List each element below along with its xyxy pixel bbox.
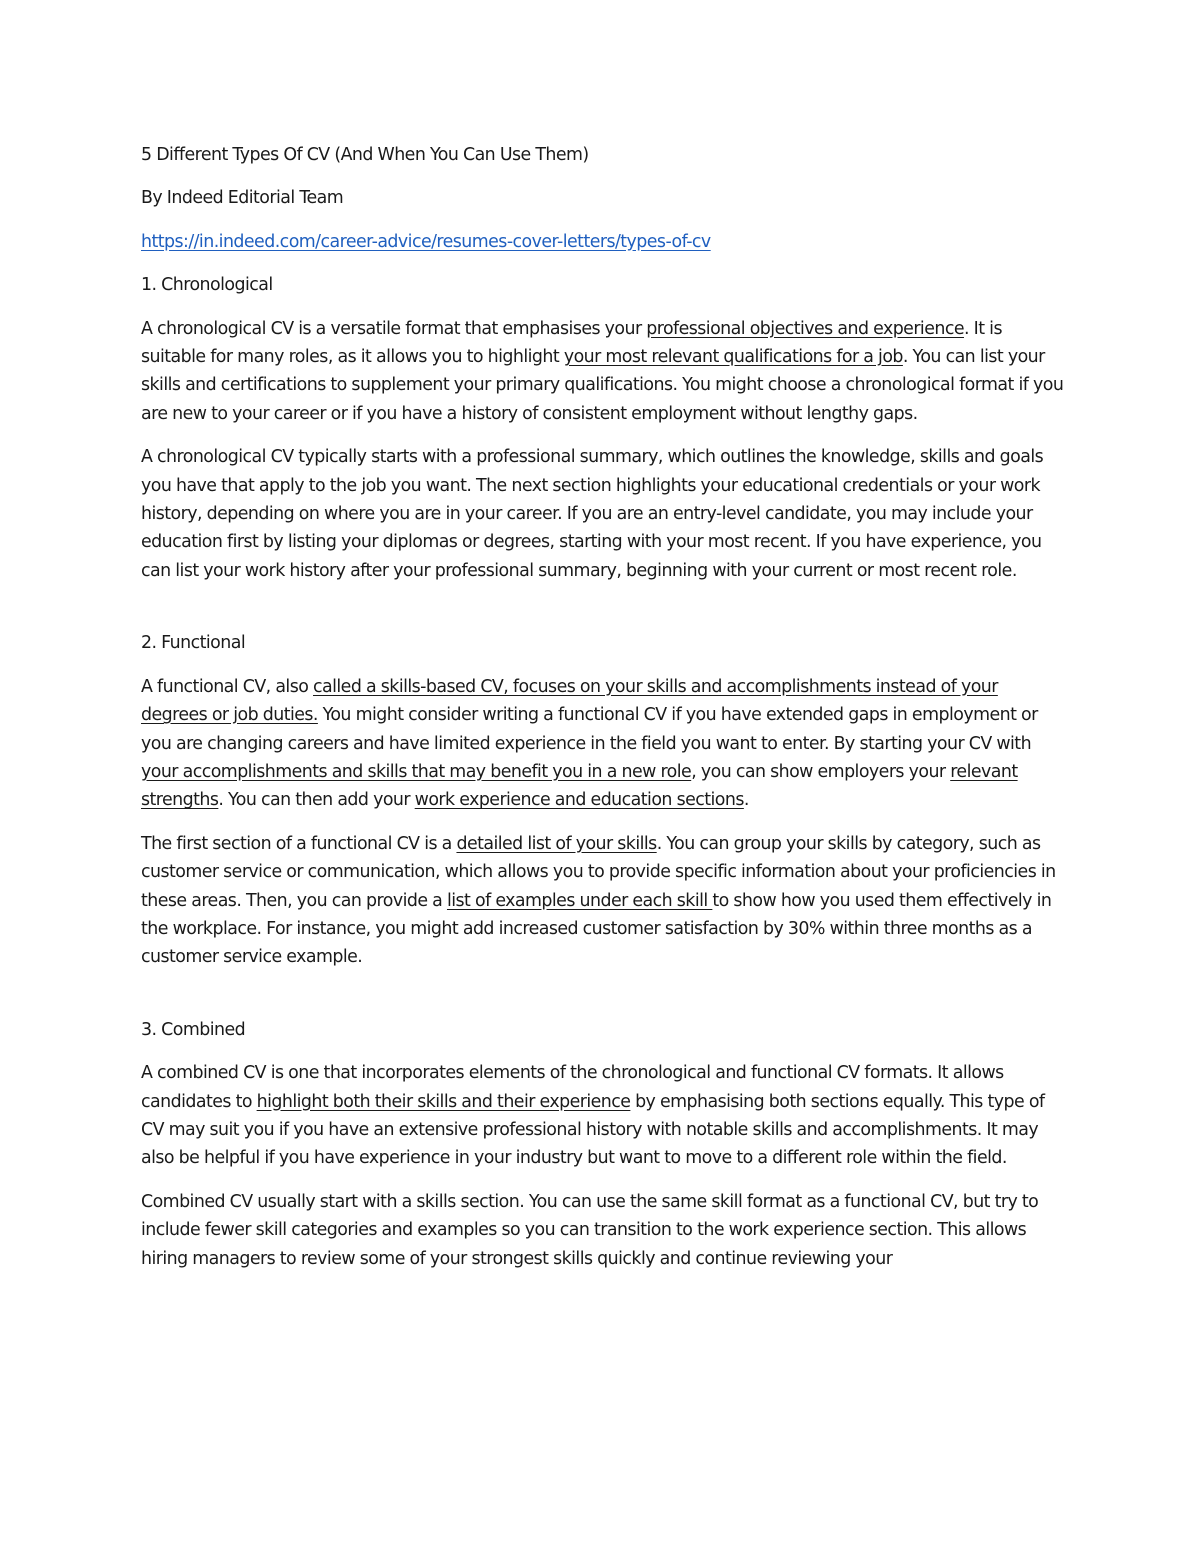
section-spacer — [141, 600, 1066, 629]
document-byline: By Indeed Editorial Team — [141, 188, 344, 209]
document-title: 5 Different Types Of CV (And When You Can Use Them) — [141, 145, 589, 165]
section-heading-combined: 3. Combined — [141, 1019, 246, 1040]
text-run: . You can list your skills and certifications to supplement your primary qualifications. You might choose a chronological format if you are new to your career or if you have a history of consistent employment without lengthy gaps. — [141, 347, 1064, 424]
source-link[interactable]: https://in.indeed.com/career-advice/resumes-cover-letters/types-of-cv — [141, 231, 711, 252]
underlined-phrase: detailed list of your skills — [456, 833, 657, 854]
underlined-phrase: your accomplishments and skills that may benefit you in a new role — [141, 761, 692, 782]
text-run: You might consider writing a functional CV if you have extended gaps in employment or you are changing careers and have limited experience in the field you want to enter. By starting your CV with — [141, 705, 1038, 754]
text-run: A combined CV is one that incorporates elements of the chronological and functional CV formats. It allows candidates to — [141, 1063, 1004, 1112]
text-run: , you can show employers your — [691, 761, 951, 782]
text-run: A chronological CV is a versatile format that emphasises your — [141, 318, 647, 339]
chronological-paragraph-2: A chronological CV typically starts with a professional summary, which outlines the knowledge, skills and goals you have that apply to the job you want. The next section highlights your educational credentials or your work history, depending on where you are in your career. If you are an entry-level candidate, you may include your education first by listing your diplomas or degrees, starting with your most recent. If you have experience, you can list your work history after your professional summary, beginning with your current or most recent role. — [141, 447, 1044, 581]
source-link-line — [141, 228, 1066, 256]
underlined-phrase: list of examples under each skill — [446, 890, 713, 911]
underlined-phrase: highlight both their skills and their experience — [256, 1091, 631, 1112]
document-page — [141, 141, 1066, 1288]
text-run: . You can group your skills by category, such as customer service or communication, which allows you to provide specific information about your proficiencies in these areas. Then, you can provide a — [141, 833, 1056, 911]
chronological-paragraph-1 — [141, 315, 1066, 429]
combined-paragraph-2: Combined CV usually start with a skills section. You can use the same skill format as a functional CV, but try to include fewer skill categories and examples so you can transition to the work experience section. This allows hiring managers to review some of your strongest skills quickly and continue reviewing your — [141, 1191, 1039, 1269]
text-run: The first section of a functional CV is a — [141, 833, 457, 854]
text-run: A functional CV, also — [141, 676, 313, 697]
text-run: . It is suitable for many roles, as it allows you to highlight — [141, 318, 1002, 368]
section-heading-functional: 2. Functional — [141, 633, 246, 654]
text-run: . You can then add your — [218, 790, 415, 811]
functional-paragraph-2 — [141, 830, 1066, 972]
text-run: to show how you used them effectively in the workplace. For instance, you might add increased customer satisfaction by 30% within three months as a customer service example. — [141, 890, 1052, 968]
underlined-phrase: your most relevant qualifications for a job — [563, 347, 903, 368]
section-heading-chronological: 1. Chronological — [141, 275, 273, 296]
underlined-phrase: relevant strengths — [141, 761, 1018, 811]
section-spacer — [141, 987, 1066, 1016]
underlined-phrase: professional objectives and experience — [646, 318, 964, 339]
combined-paragraph-1 — [141, 1059, 1066, 1173]
underlined-phrase: called a skills-based CV, focuses on your skills and accomplishments instead of your degrees or job duties. — [141, 676, 998, 726]
functional-paragraph-1 — [141, 673, 1066, 815]
text-run: . — [743, 790, 749, 811]
text-run: by emphasising both sections equally. This type of CV may suit you if you have an extensive professional history with notable skills and accomplishments. It may also be helpful if you have experience in your industry but want to move to a different role within the field. — [141, 1091, 1045, 1169]
underlined-phrase: work experience and education sections — [414, 790, 744, 811]
